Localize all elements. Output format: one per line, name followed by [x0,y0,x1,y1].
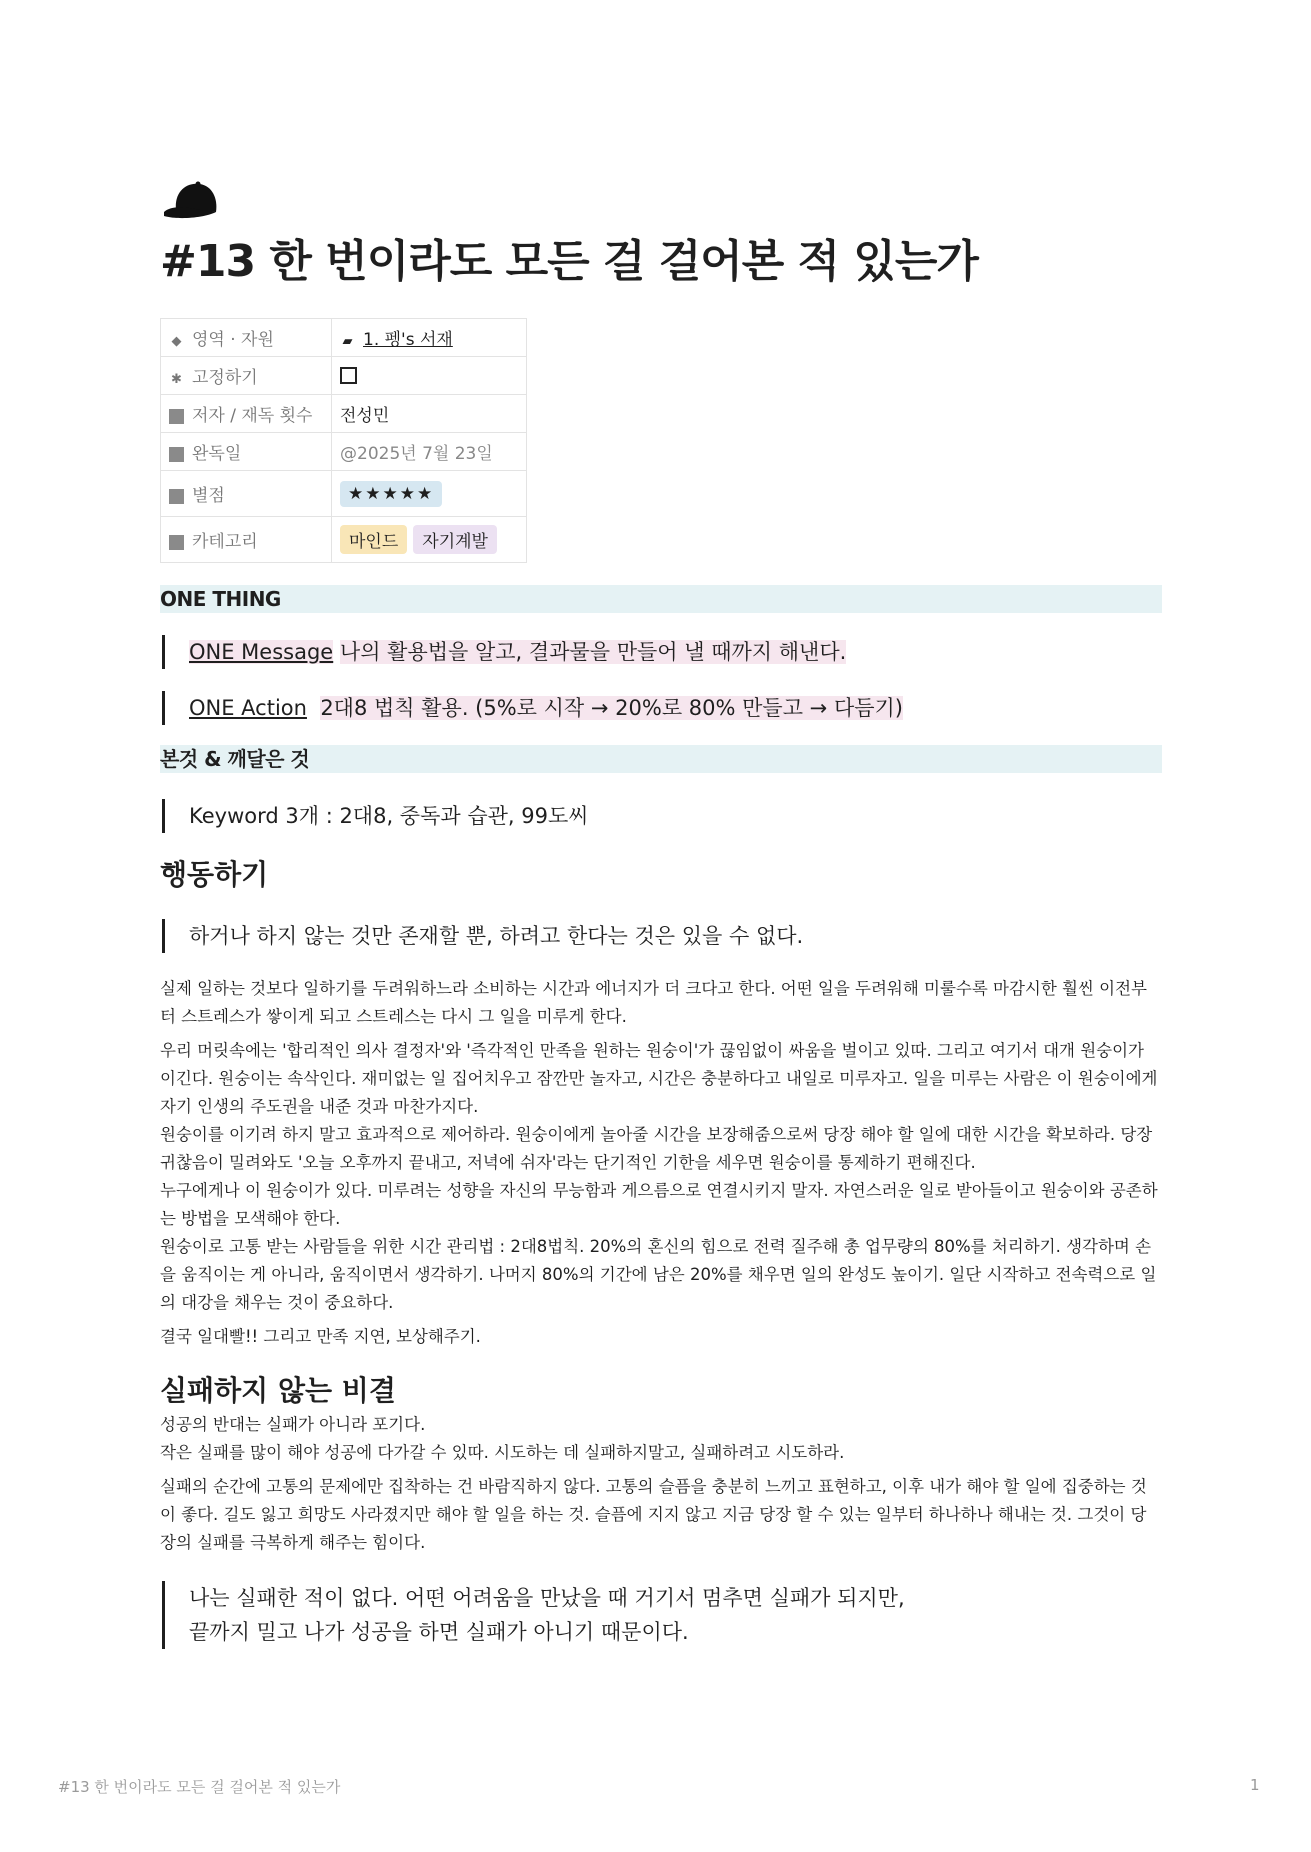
insights-heading: 본것 & 깨달은 것 [160,745,1162,773]
section-heading-failure: 실패하지 않는 비결 [160,1374,396,1407]
property-label: 카테고리 [192,532,258,552]
property-row-category[interactable] [161,517,527,563]
paragraph: 우리 머릿속에는 '합리적인 의사 결정자'와 '즉각적인 만족을 원하는 원숭이'가 끊임없이 싸움을 벌이고 있따. 그리고 여기서 대개 원숭이가 이긴다. 원숭이는 속삭인다. 재미없는 일 집어치우고 잠깐만 놀자고, 시간은 충분하다고 내일로 미루자고. 일을 미루는 사람은 이 원숭이에게 자기 인생의 주도권을 내준 것과 마찬가지다. [160,1041,1158,1116]
one-thing-heading: ONE THING [160,585,1162,613]
text-icon [169,409,184,424]
paragraph: 작은 실패를 많이 해야 성공에 다가갈 수 있따. 시도하는 데 실패하지말고, 실패하려고 시도하라. [160,1443,845,1462]
page-title[interactable]: #13 한 번이라도 모든 걸 걸어본 적 있는가 [160,236,978,287]
one-action-label: ONE Action [189,696,307,720]
paragraph: 원숭이를 이기려 하지 말고 효과적으로 제어하라. 원숭이에게 놀아줄 시간을 보장해줌으로써 당장 해야 할 일에 대한 시간을 확보하라. 당장 귀찮음이 밀려와도 '오늘 오후까지 끝내고, 저녁에 쉬자'라는 단기적인 기한을 세우면 원숭이를 통제하기 편해진다. [160,1125,1153,1172]
action-body [160,975,1162,1351]
property-label: 고정하기 [192,368,258,388]
property-row-pin[interactable] [161,357,527,395]
area-link[interactable]: 1. 펭's 서재 [363,330,453,350]
property-label: 영역 · 자원 [192,330,274,350]
failure-quote [162,1581,1162,1649]
property-row-area[interactable] [161,319,527,357]
paragraph: 원숭이로 고통 받는 사람들을 위한 시간 관리법 : 2대8법칙. 20%의 혼신의 힘으로 전력 질주해 총 업무량의 80%를 처리하기. 생각하며 손을 움직이는 게 아니라, 움직이면서 생각하기. 나머지 80%의 기간에 남은 20%를 채우면 일의 완성도 높이기. 일단 시작하고 전속력으로 일의 대강을 채우는 것이 중요하다. [160,1237,1157,1312]
action-quote: 하거나 하지 않는 것만 존재할 뿐, 하려고 한다는 것은 있을 수 없다. [162,919,1162,953]
finish-date-value[interactable]: @2025년 7월 23일 [340,444,493,464]
quote-line: 끝까지 밀고 나가 성공을 하면 실패가 아니기 때문이다. [189,1620,689,1644]
paragraph: 성공의 반대는 실패가 아니라 포기다. [160,1415,426,1434]
paragraph: 결국 일대빨!! 그리고 만족 지연, 보상해주기. [160,1327,481,1346]
one-message-quote [162,635,1162,669]
category-tag[interactable]: 자기계발 [413,525,497,554]
footer-title: #13 한 번이라도 모든 걸 걸어본 적 있는가 [58,1778,341,1796]
page-content [160,176,1162,1649]
tag-icon [169,535,184,550]
property-label: 별점 [192,486,225,506]
baseball-cap-icon[interactable] [160,176,224,224]
keyword-quote: Keyword 3개 : 2대8, 중독과 습관, 99도씨 [162,799,1162,833]
section-heading-action: 행동하기 [160,858,269,891]
one-message-label: ONE Message [189,640,334,664]
layers-icon: ◆ [171,334,182,349]
quote-line: 나는 실패한 적이 없다. 어떤 어려움을 만났을 때 거기서 멈추면 실패가 되지만, [189,1586,905,1610]
failure-body [160,1411,1162,1557]
rating-badge[interactable]: ★★★★★ [340,481,442,507]
property-label: 완독일 [192,444,242,464]
author-value[interactable]: 전성민 [340,406,390,426]
bed-icon: ▰ [342,334,353,349]
one-message-text: 나의 활용법을 알고, 결과물을 만들어 낼 때까지 해낸다. [339,640,847,664]
one-action-quote [162,691,1162,725]
property-row-author[interactable] [161,395,527,433]
property-label: 저자 / 재독 횟수 [192,406,313,426]
page-number: 1 [1250,1776,1260,1794]
paragraph: 누구에게나 이 원숭이가 있다. 미루려는 성향을 자신의 무능함과 게으름으로 연결시키지 말자. 자연스러운 일로 받아들이고 원숭이와 공존하는 방법을 모색해야 한다. [160,1181,1158,1228]
pin-checkbox[interactable] [340,367,357,384]
properties-table [160,318,527,563]
property-row-date[interactable] [161,433,527,471]
paragraph: 실제 일하는 것보다 일하기를 두려워하느라 소비하는 시간과 에너지가 더 크다고 한다. 어떤 일을 두려워해 미룰수록 마감시한 훨씬 이전부터 스트레스가 쌓이게 되고 스트레스는 다시 그 일을 미루게 한다. [160,979,1147,1026]
category-tag[interactable]: 마인드 [340,525,407,554]
calendar-icon [169,447,184,462]
one-action-text: 2대8 법칙 활용. (5%로 시작 → 20%로 80% 만들고 → 다듬기) [320,696,903,720]
property-row-rating[interactable] [161,471,527,517]
pin-icon: ✱ [171,372,182,387]
paragraph: 실패의 순간에 고통의 문제에만 집착하는 건 바람직하지 않다. 고통의 슬픔을 충분히 느끼고 표현하고, 이후 내가 해야 할 일에 집중하는 것이 좋다. 길도 잃고 희망도 사라졌지만 해야 할 일을 하는 것. 슬픔에 지지 않고 지금 당장 할 수 있는 일부터 하나하나 해내는 것. 그것이 당장의 실패를 극복하게 해주는 힘이다. [160,1477,1147,1552]
star-icon [169,489,184,504]
